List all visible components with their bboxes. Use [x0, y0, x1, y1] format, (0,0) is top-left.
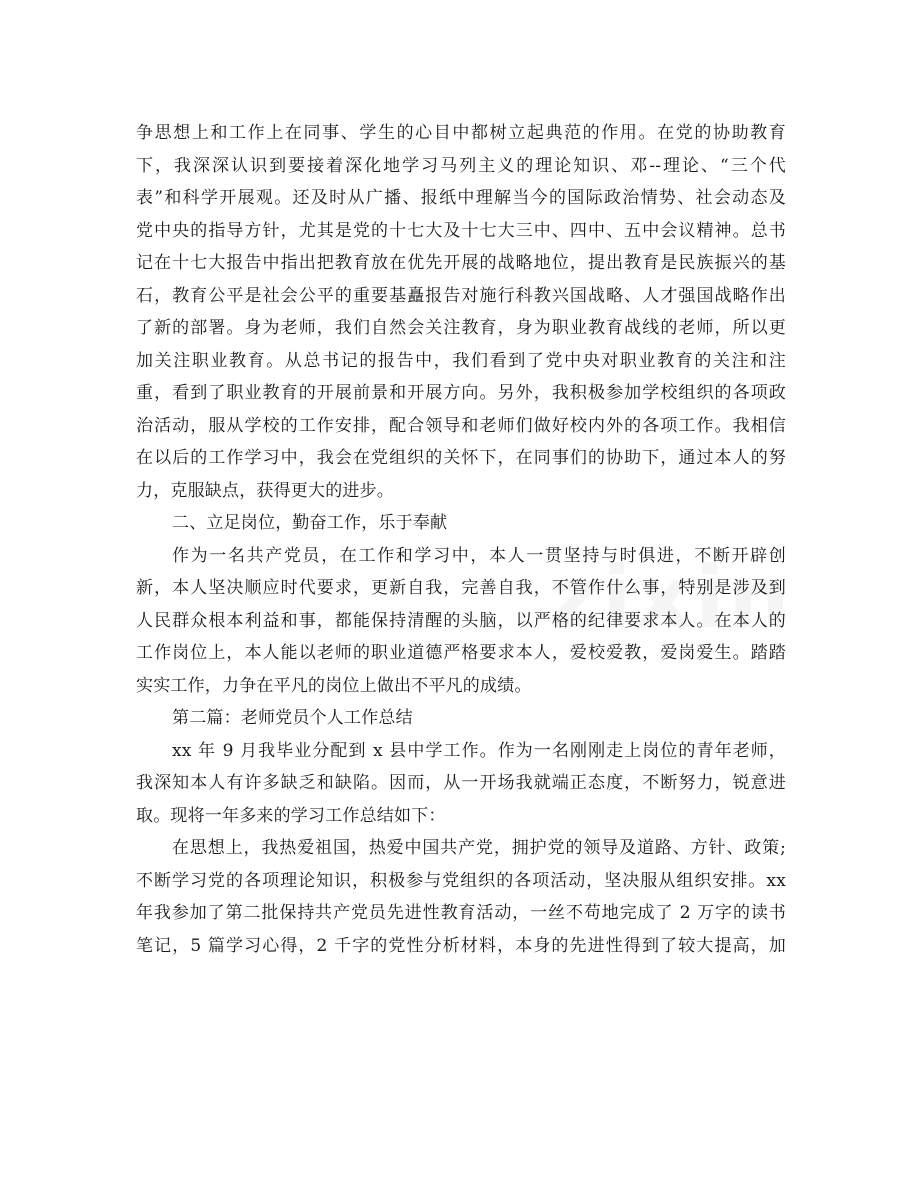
text-line: 加关注职业教育。从总书记的报告中，我们看到了党中央对职业教育的关注和注: [136, 350, 786, 371]
text-line: 新，本人坚决顺应时代要求，更新自我，完善自我，不管作什么事，特别是涉及到: [136, 578, 786, 598]
text-line: 工作岗位上，本人能以老师的职业道德严格要求本人，爱校爱教，爱岗爱生。踏踏: [136, 643, 786, 663]
text-line: 表”和科学开展观。还及时从广播、报纸中理解当今的国际政治情势、社会动态及: [136, 188, 786, 208]
text-line: 我深知本人有许多缺乏和缺陷。因而，从一开场我就端正态度，不断努力，锐意进: [136, 773, 786, 793]
text-line: 记在十七大报告中指出把教育放在优先开展的战略地位，提出教育是民族振兴的基: [136, 253, 786, 273]
text-line: 下，我深深认识到要接着深化地学习马列主义的理论知识、邓--理论、“三个代: [136, 155, 786, 176]
text-line: 人民群众根本利益和事，都能保持清醒的头脑，以严格的纪律要求本人。在本人的: [136, 610, 786, 631]
text-line: 石，教育公平是社会公平的重要基矗报告对施行科教兴国战略、人才强国战略作出: [136, 285, 786, 306]
text-line: 取。现将一年多来的学习工作总结如下：: [136, 805, 446, 826]
text-line: 不断学习党的各项理论知识，积极参与党组织的各项活动，坚决服从组织安排。xx: [136, 870, 786, 891]
text-line: 年我参加了第二批保持共产党员先进性教育活动，一丝不苟地完成了 2 万字的读书: [136, 903, 786, 923]
text-line: 了新的部署。身为老师，我们自然会关注教育，身为职业教育战线的老师，所以更: [136, 318, 786, 338]
text-line: 作为一名共产党员，在工作和学习中，本人一贯坚持与时俱进，不断开辟创: [172, 545, 786, 566]
text-line: 党中央的指导方针，尤其是党的十七大及十七大三中、四中、五中会议精神。总书: [136, 220, 786, 241]
text-line: 争思想上和工作上在同事、学生的心目中都树立起典范的作用。在党的协助教育: [136, 123, 786, 143]
text-line: 第二篇：老师党员个人工作总结: [172, 708, 413, 728]
text-line: 治活动，服从学校的工作安排，配合领导和老师们做好校内外的各项工作。我相信: [136, 415, 786, 436]
text-line: 笔记，5 篇学习心得，2 千字的党性分析材料，本身的先进性得到了较大提高，加: [136, 935, 786, 956]
text-line: 在思想上，我热爱祖国，热爱中国共产党，拥护党的领导及道路、方针、政策;: [172, 838, 786, 858]
text-line: 二、立足岗位，勤奋工作，乐于奉献: [172, 513, 448, 533]
text-line: 在以后的工作学习中，我会在党组织的关怀下，在同事们的协助下，通过本人的努: [136, 448, 786, 468]
text-line: 重，看到了职业教育的开展前景和开展方向。另外，我积极参加学校组织的各项政: [136, 383, 786, 403]
document-body: [136, 117, 786, 962]
text-line: 力，克服缺点，获得更大的进步。: [136, 480, 394, 501]
text-line: xx 年 9 月我毕业分配到 x 县中学工作。作为一名刚刚走上岗位的青年老师，: [172, 740, 786, 761]
text-line: 实实工作，力争在平凡的岗位上做出不平凡的成绩。: [136, 675, 532, 696]
